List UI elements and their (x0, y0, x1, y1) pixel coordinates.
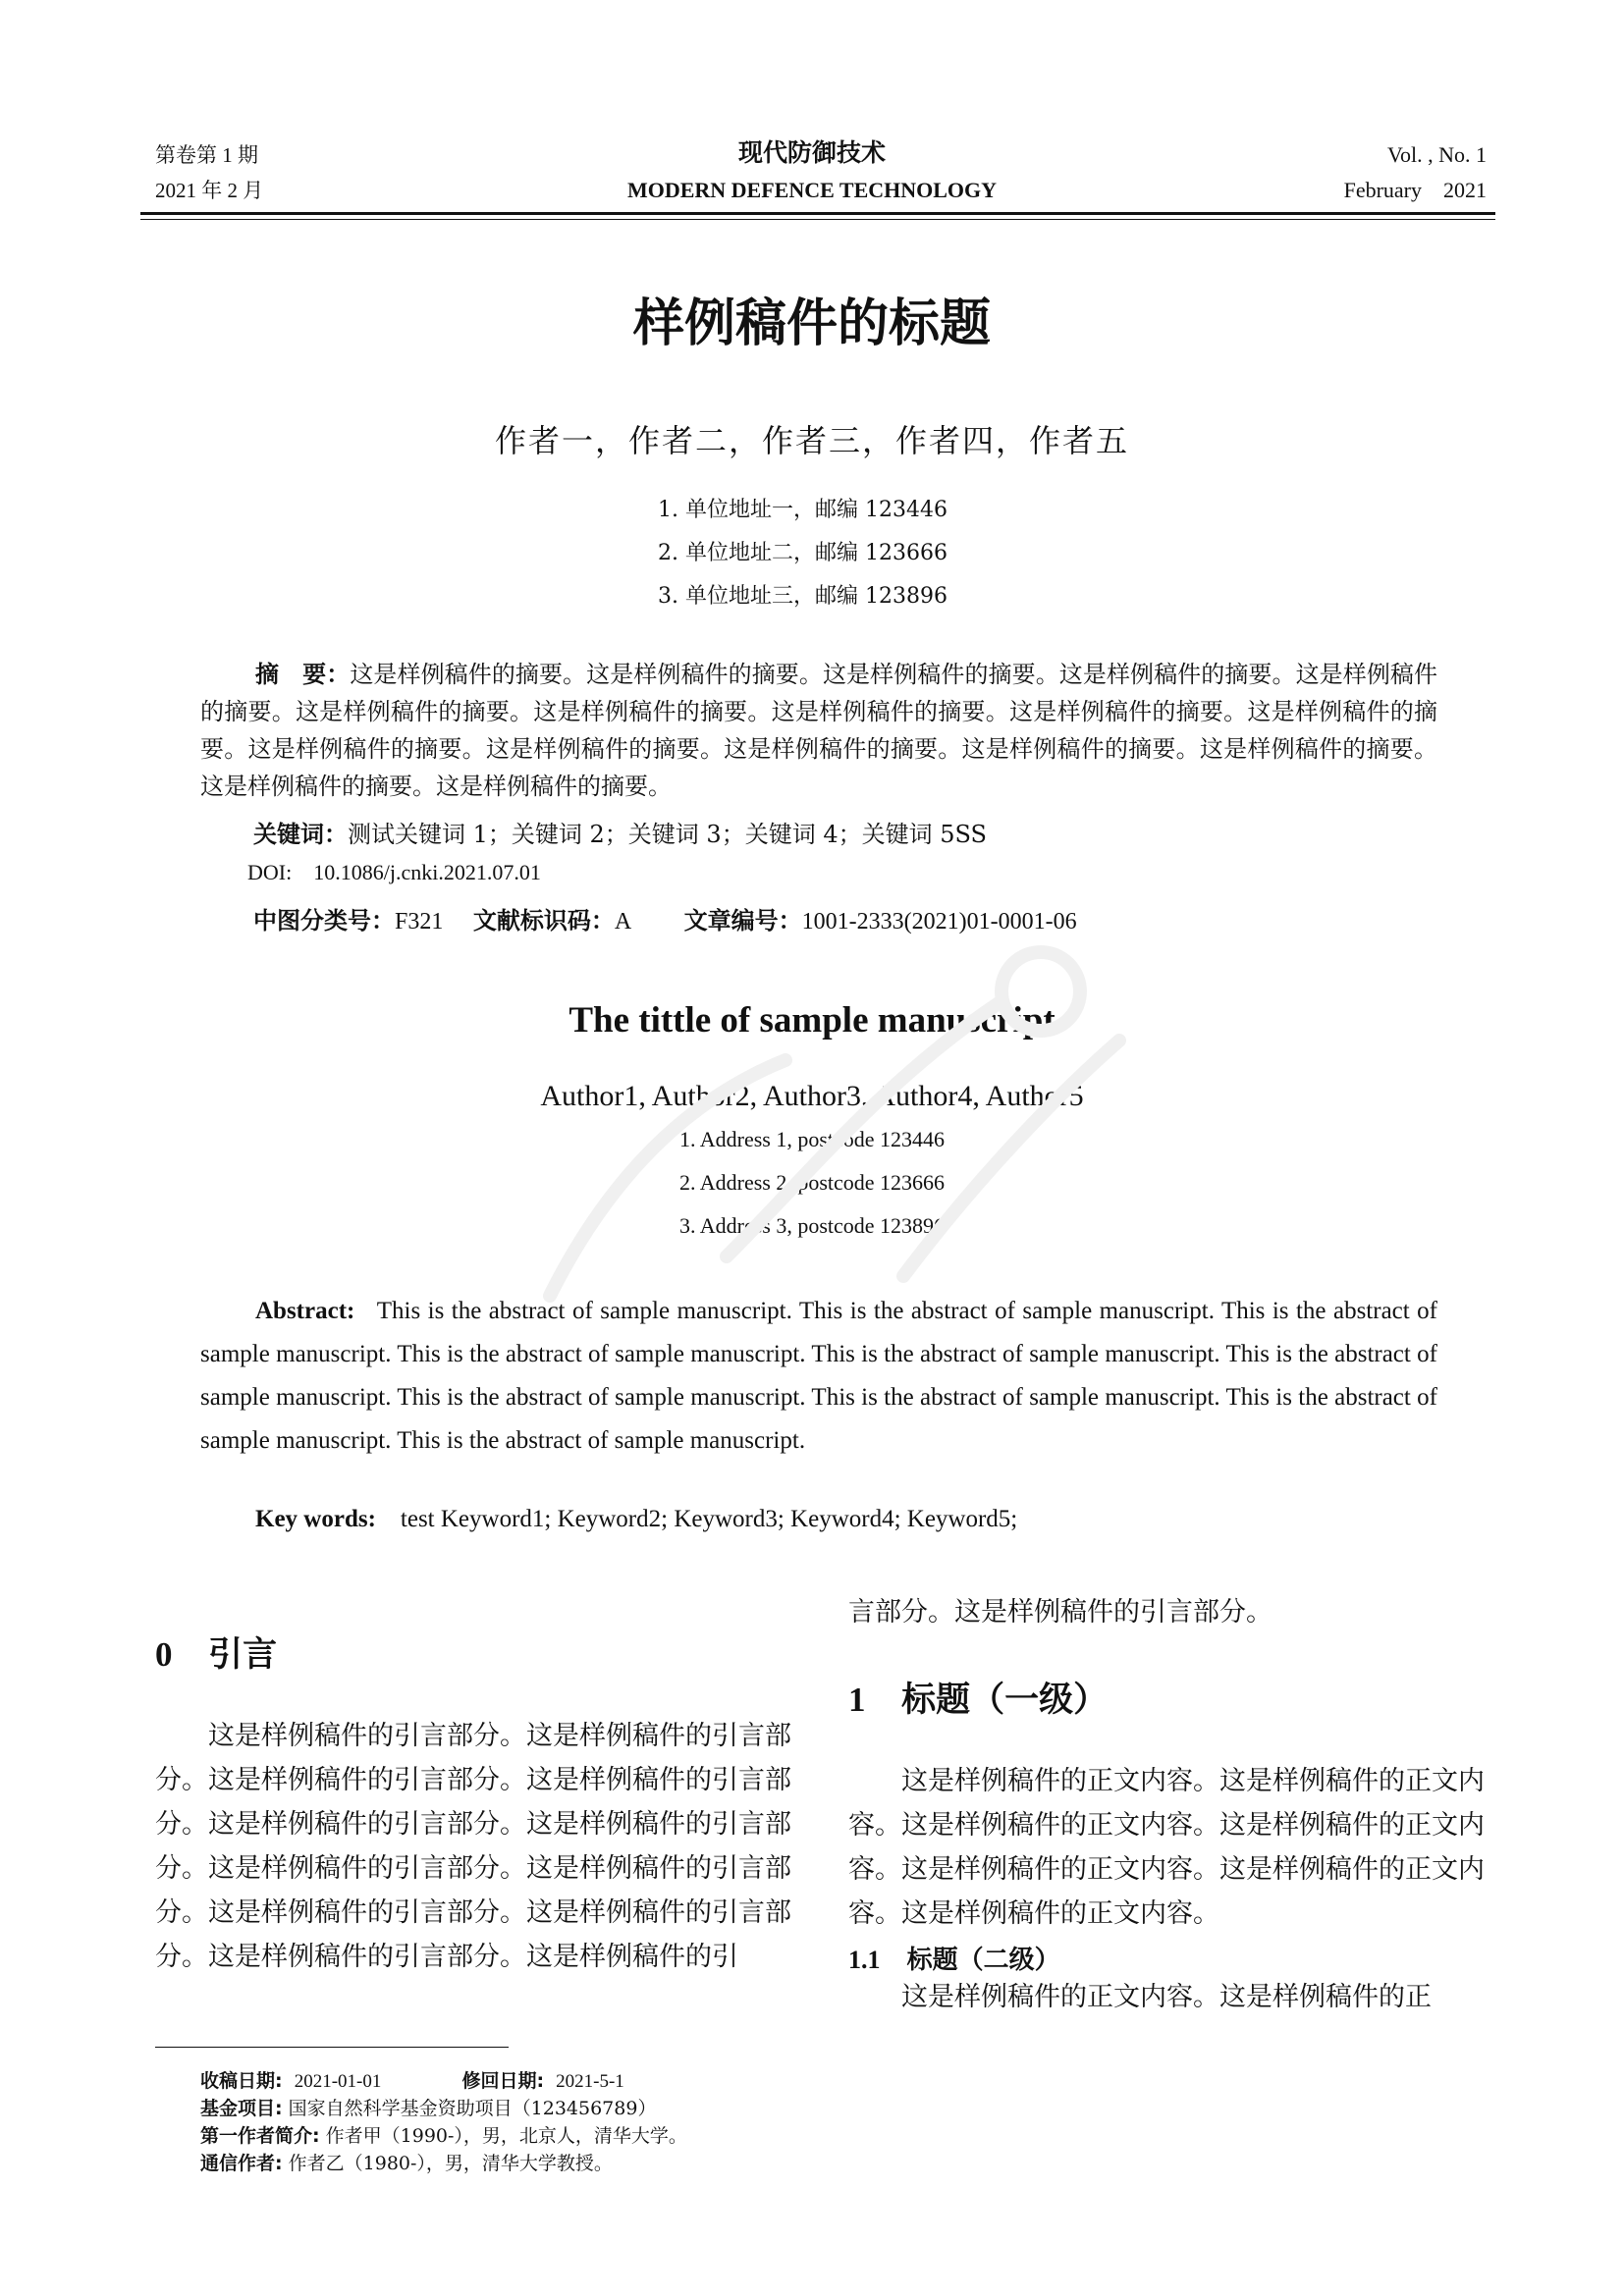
affiliation-en-3: 3. Address 3, postcode 123896 (678, 1213, 946, 1238)
abstract-cn-text: 这是样例稿件的摘要。这是样例稿件的摘要。这是样例稿件的摘要。这是样例稿件的摘要。这是样例稿件的摘要。这是样例稿件的摘要。这是样例稿件的摘要。这是样例稿件的摘要。这是样例稿件的摘要。这是样例稿件的摘要。这是样例稿件的摘要。这是样例稿件的摘要。这是样例稿件的摘要。这是样例稿件的摘要。这是样例稿件的摘要。这是样例稿件的摘要。这是样例稿件的摘要。 (200, 661, 1437, 800)
keywords-cn-text: 测试关键词 1；关键词 2；关键词 3；关键词 4；关键词 5SS (348, 821, 987, 848)
keywords-cn (253, 815, 987, 849)
authors-en: Author1, Author2, Author3, Author4, Author5 (540, 1080, 1084, 1112)
abstract-cn-label: 摘 要： (255, 661, 351, 688)
journal-title-en: MODERN DEFENCE TECHNOLOGY (626, 178, 998, 202)
affiliation-cn-3: 3. 单位地址三，邮编 123896 (658, 584, 947, 609)
keywords-en-text: test Keyword1; Keyword2; Keyword3; Keyword4; Keyword5; (400, 1506, 1018, 1532)
article-number-label: 文章编号： (683, 907, 802, 934)
footnote-rule (155, 2047, 509, 2048)
header-rule-thick (140, 212, 1495, 215)
header-rule-thin (140, 219, 1495, 220)
article-number-value: 1001-2333(2021)01-0001-06 (801, 909, 1077, 934)
affiliation-cn-1: 1. 单位地址一，邮编 123446 (658, 498, 947, 522)
footnote-corresponding (200, 2150, 613, 2177)
keywords-cn-label: 关键词： (253, 821, 348, 848)
affiliation-en-1: 1. Address 1, postcode 123446 (678, 1127, 946, 1151)
affiliation-en-2: 2. Address 2, postcode 123666 (678, 1170, 946, 1195)
doc-code-label: 文献标识码： (472, 907, 615, 934)
corresponding-label: 通信作者: (200, 2153, 283, 2174)
received-date: 2021-01-01 (294, 2071, 382, 2092)
section-1-heading (848, 1673, 1108, 1722)
keywords-en-label: Key words: (255, 1506, 376, 1532)
received-label: 收稿日期: (200, 2070, 283, 2092)
volume-number: Vol. , No. 1 (1386, 142, 1487, 167)
first-author-label: 第一作者简介: (200, 2125, 320, 2147)
fund-label: 基金项目: (200, 2098, 283, 2119)
paper-title-cn: 样例稿件的标题 (632, 294, 991, 353)
fund-text: 国家自然科学基金资助项目（123456789） (288, 2098, 657, 2119)
authors-cn: 作者一，作者二，作者三，作者四，作者五 (494, 422, 1129, 459)
first-author-text: 作者甲（1990-），男，北京人，清华大学。 (325, 2125, 687, 2147)
section-1-1-number: 1.1 (848, 1946, 881, 1974)
section-1-1-body: 这是样例稿件的正文内容。这是样例稿件的正 (901, 1982, 1432, 2012)
section-0-number: 0 (155, 1635, 173, 1674)
issue-volume: 第卷第 1 期 (155, 143, 258, 167)
section-0-title: 引言 (208, 1635, 278, 1675)
month-year: February 2021 (1343, 178, 1487, 202)
doi-line (247, 860, 541, 885)
issue-date: 2021 年 2 月 (155, 179, 264, 202)
abstract-en-label: Abstract: (255, 1298, 355, 1324)
section-1-1-heading (848, 1940, 1060, 1976)
keywords-en (255, 1506, 1017, 1533)
section-0-body: 这是样例稿件的引言部分。这是样例稿件的引言部分。这是样例稿件的引言部分。这是样例稿件的引言部分。这是样例稿件的引言部分。这是样例稿件的引言部分。这是样例稿件的引言部分。这是样例稿件的引言部分。这是样例稿件的引言部分。这是样例稿件的引言部分。这是样例稿件的引言部分。这是样例稿件的引 (155, 1721, 791, 1972)
footnote-first-author (200, 2122, 687, 2150)
revised-label: 修回日期: (461, 2070, 545, 2092)
section-1-title: 标题（一级） (901, 1681, 1109, 1720)
clc-label: 中图分类号： (253, 907, 395, 934)
abstract-en (200, 1290, 1437, 1463)
doi-value: 10.1086/j.cnki.2021.07.01 (313, 860, 541, 884)
section-1-body: 这是样例稿件的正文内容。这是样例稿件的正文内容。这是样例稿件的正文内容。这是样例稿件的正文内容。这是样例稿件的正文内容。这是样例稿件的正文内容。这是样例稿件的正文内容。 (848, 1766, 1485, 1929)
doc-code-value: A (614, 909, 632, 934)
section-0-heading (155, 1628, 277, 1677)
section-0-continued: 言部分。这是样例稿件的引言部分。 (848, 1597, 1272, 1628)
journal-title-cn: 现代防御技术 (737, 138, 886, 167)
footnote-dates (200, 2067, 624, 2096)
clc-value: F321 (395, 909, 444, 934)
doi-label: DOI: (247, 860, 293, 884)
paper-title-en: The tittle of sample manuscript (568, 1000, 1056, 1041)
abstract-cn (200, 656, 1437, 805)
revised-date: 2021-5-1 (556, 2071, 624, 2092)
section-1-1-title: 标题（二级） (906, 1946, 1060, 1975)
section-1-number: 1 (848, 1681, 866, 1719)
affiliation-cn-2: 2. 单位地址二，邮编 123666 (658, 541, 947, 565)
footnote-fund (200, 2095, 656, 2122)
corresponding-text: 作者乙（1980-），男，清华大学教授。 (288, 2153, 613, 2174)
classification-line (253, 901, 1077, 935)
abstract-en-text: This is the abstract of sample manuscript. This is the abstract of sample manuscript. This is the abstract of sample manuscript. This is the abstract of sample manuscript. This is the abstract of sample manuscript. This is the abstract of sample manuscript. This is the abstract of sample manuscript. This is the abstract of sample manuscript. This is the abstract of sample manuscript. This is the abstract of sample manuscript. (200, 1298, 1438, 1454)
